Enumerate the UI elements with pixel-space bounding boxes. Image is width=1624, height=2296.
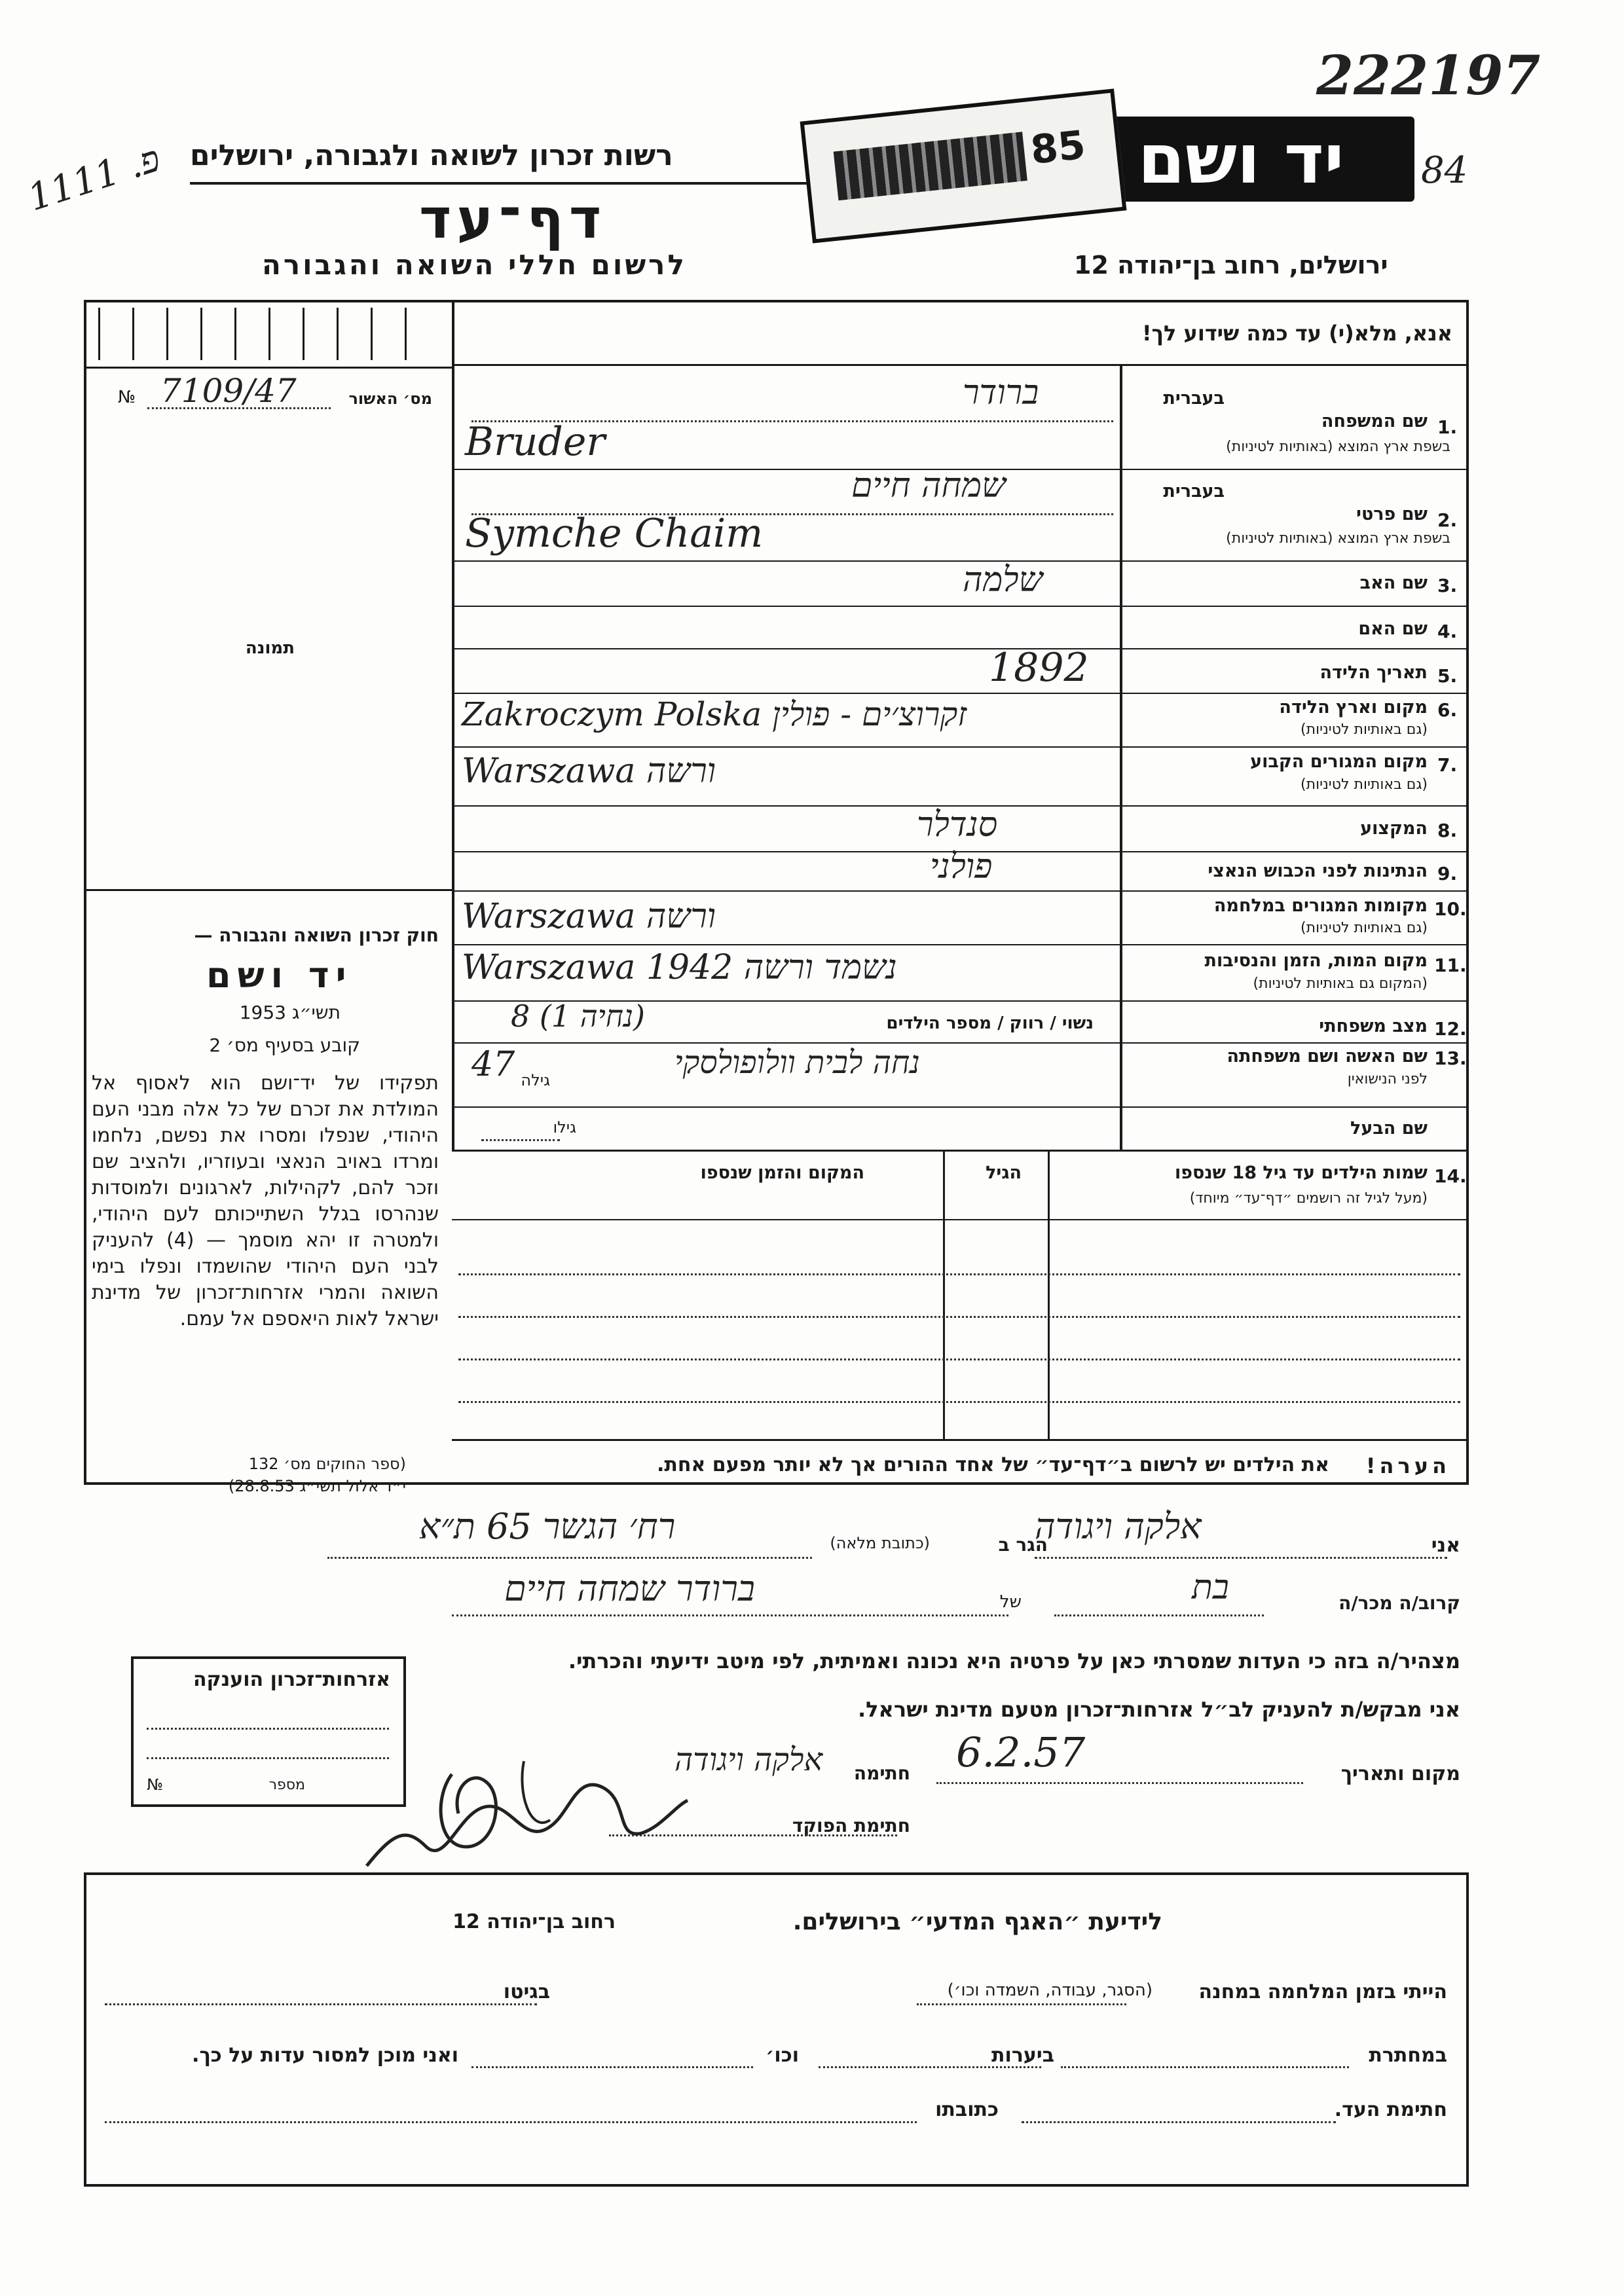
sidebar-law-title: חוק זכרון השואה והגבורה — [194,924,439,946]
bottom-box [84,1872,1469,2187]
sidebar-divider [452,300,454,1151]
husband-label: שם הבעל [1350,1118,1428,1139]
field-1-he-dots [471,420,1113,422]
field-1-num: 1. [1437,416,1458,438]
field-4-num: 4. [1437,621,1458,642]
field-12-label: מצב משפחתי [1319,1016,1428,1036]
sidebar-source: (ספר החוקים מס׳ 132 [248,1455,406,1473]
children-sublabel: (מעל לגיל זה רושמים ״דף־עד״ מיוחד) [1189,1190,1428,1207]
children-num: 14. [1434,1165,1467,1187]
field-1-sublabel: בשפת ארץ המוצא (באותיות לטיניות) [1226,439,1450,455]
bottom-line3-a: חתימת העד. [1334,2098,1447,2121]
relative-label: קרוב/ה מכר/ה [1338,1592,1460,1614]
sidebar-source-date: י״ד אלול תשי״ג 28.8.53) [228,1477,406,1495]
cert-symbol: № [118,388,136,407]
field-2-he-dots [471,513,1113,515]
declarant-address: רח׳ הגשר 65 ת״א [419,1506,676,1547]
archive-stamp [800,88,1127,243]
field-9-value: פולני [930,847,993,886]
bottom-line2-c: וכו׳ [766,2044,799,2067]
relative-name: ברודר שמחה חיים [504,1568,755,1609]
label-divider [1120,364,1122,1150]
form-subtitle: לרשום חללי השואה והגבורה [262,249,687,281]
form-title: דף־עד [419,187,607,251]
bottom-line2-a: במחתרת [1369,2044,1447,2067]
field-11-num: 11. [1434,955,1467,976]
row-sep-12 [452,1042,1469,1044]
field-1-tag: בעברית [1163,388,1225,409]
declarant-name-dots [1035,1557,1447,1559]
row-sep-9 [452,890,1469,892]
field-2-value-latin: Symche Chaim [465,511,764,556]
sidebar-text: תפקידו של יד־ושם הוא לאסוף אל המולדת את זכרם של כל אלה מבני העם היהודי, שנפלו ומסרו את נפשם, נלחמו ומרדו באויב הנאצי ובעוזריו, ולהציב שם וזכר להם, לקהילות, לארגונים ולמוסדות שנהרסו בגלל השתייכותם לעם היהודי, ולמטרה זו יהא מוסמך — (4) להעניק לבני העם היהודי שהושמדו ונפלו בימי השואה והמרי אזרחות־זכרון של מדינת ישראל לאות היאספם אל עמם. [92,1072,439,1330]
sidebar-year: תשי״ג 1953 [239,1002,341,1023]
bottom-line2-dots-3 [471,2066,753,2068]
file-code: 222197 [1316,45,1541,107]
place-date-dots [936,1782,1303,1784]
declarant-name: אלקה ויגודה [1035,1506,1202,1547]
field-13-label: שם האשה ושם משפחתה [1227,1046,1428,1066]
field-2-num: 2. [1437,509,1458,531]
field-11-sublabel: (המקום גם באותיות לטיניות) [1253,975,1428,992]
citizenship-dots-2 [147,1757,389,1759]
citizenship-dots-1 [147,1728,389,1730]
instruction-rule [452,364,1469,366]
field-5-label: תאריך הלידה [1320,663,1428,683]
field-9-label: הנתינות לפני הכבוש הנאצי [1208,861,1428,881]
declarant-i-label: אני [1431,1534,1460,1557]
field-2-value-he: שמחה חיים [851,466,1006,505]
cert-label: מס׳ האשור [348,390,432,408]
row-sep-2 [452,560,1469,562]
bottom-line1-b: (הסגר, עבודה, השמדה וכו׳) [947,1980,1153,2000]
sidebar-logo: יד ושם [206,955,353,996]
field-7-sublabel: (גם באותיות לטיניות) [1301,776,1428,793]
children-row-4 [458,1401,1460,1403]
field-10-value: Warszawa ורשה [462,897,716,936]
field-2-sublabel: בשפת ארץ המוצא (באותיות לטיניות) [1226,530,1450,547]
field-10-label: מקומות המגורים במלחמה [1213,896,1428,916]
field-13-num: 13. [1434,1048,1467,1069]
header-rule [190,182,838,185]
field-1-value-latin: Bruder [465,419,606,465]
field-11-label: מקום המות, הזמן והנסיבות [1204,951,1428,971]
declaration-statement: מצהיר/ה בזה כי העדות שמסרתי כאן על פרטיה היא נכונה ואמיתית, לפי מיטב ידיעתי והכרתי. [568,1649,1460,1673]
field-6-value: Zakroczym Polska זקרוצ׳ים - פולין [462,695,967,733]
bottom-line1-c: בגיטו [503,1980,550,2003]
row-sep-4 [452,648,1469,649]
relation-value: בת [1192,1568,1229,1607]
field-8-value: סנדלר [917,805,998,845]
children-col-age: הגיל [986,1163,1022,1183]
bottom-line3-dots-1 [1022,2121,1336,2123]
children-col-1 [943,1150,945,1439]
children-row-3 [458,1358,1460,1360]
signature-value: אלקה ויגודה [674,1741,823,1778]
field-8-label: המקצוע [1360,818,1428,839]
office-address: ירושלים, רחוב בן־יהודה 12 [1074,251,1388,280]
bottom-line3-dots-2 [105,2121,917,2123]
field-4-label: שם האם [1358,619,1428,639]
field-5-num: 5. [1437,665,1458,687]
stamp-redaction [834,132,1027,200]
field-12-status-value: 8 (1 נחיה) [511,998,645,1034]
corner-mark: פ. 1111 [23,137,166,220]
field-7-num: 7. [1437,754,1458,776]
note-text: את הילדים יש לרשום ב״דף־עד״ של אחד ההורים אך לא יותר מפעם אחת. [657,1453,1329,1476]
children-row-2 [458,1316,1460,1318]
field-6-sublabel: (גם באותיות לטיניות) [1301,721,1428,738]
bottom-line1-a: הייתי בזמן המלחמה במחנה [1198,1980,1447,2003]
declaration-request: אני מבקש/ת להעניק לב״ל אזרחות־זכרון מטעם מדינת ישראל. [858,1697,1460,1722]
field-6-num: 6. [1437,699,1458,721]
sidebar-clause: קובע בסעיף מס׳ 2 [209,1034,360,1056]
tick-cells [98,308,439,360]
field-7-label: מקום המגורים הקבוע [1250,752,1428,772]
field-3-value: שלמה [963,560,1043,600]
field-10-num: 10. [1434,898,1467,920]
declarant-full-addr: (כתובת מלאה) [830,1534,930,1552]
bottom-heading: לידיעת ״האגף המדעי״ בירושלים. [792,1908,1162,1935]
note-label: הערה! [1365,1453,1450,1478]
place-date-value: 6.2.57 [956,1728,1086,1776]
sidebar-top-rule [84,367,452,369]
citizenship-number-label: מספר [268,1777,305,1793]
field-3-label: שם האב [1359,573,1428,593]
children-col-place: המקום והזמן שנספו [700,1163,864,1183]
field-2-label: שם פרטי [1356,504,1428,524]
children-col-2 [1048,1150,1050,1439]
field-12-num: 12. [1434,1018,1467,1040]
field-12-status-text: נשוי / רווק / מספר הילדים [886,1013,1094,1033]
field-7-value: Warszawa ורשה [462,752,716,791]
husband-age-label: גילו [553,1118,576,1137]
field-2-tag: בעברית [1163,481,1225,501]
bottom-line1-dots-1 [917,2003,1126,2005]
field-11-value: Warszawa נשמד ורשה 1942 [462,948,897,987]
relative-of-label: של [999,1592,1022,1612]
field-1-value-he: ברודר [963,373,1039,412]
bottom-line3-b: כתובתו [935,2098,999,2121]
declarant-resides: הגר ב [998,1534,1048,1556]
photo-bottom-rule [84,889,452,891]
signature-label: חתימה [853,1762,910,1784]
bottom-line2-dots-1 [1061,2066,1349,2068]
row-sep-3 [452,606,1469,607]
husband-age-dots [481,1139,560,1141]
field-13-value: נחה לבית וולופולסקי [674,1044,920,1081]
bottom-line2-d: ואני מוכן למסור עדות על כך. [192,2044,458,2067]
relation-dots [1054,1614,1264,1616]
field-13-age-label: גילה [521,1071,550,1089]
row-sep-6 [452,746,1469,748]
relative-name-dots [452,1614,1008,1616]
logo-text: יד ושם [1137,119,1344,199]
place-date-label: מקום ותאריך [1340,1762,1460,1785]
field-10-sublabel: (גם באותיות לטיניות) [1301,920,1428,936]
row-sep-14 [452,1150,1469,1152]
bottom-line2-b: ביערות [991,2044,1054,2067]
field-8-num: 8. [1437,820,1458,841]
cert-value: 7109/47 [160,372,297,410]
citizenship-title: אזרחות־זכרון הוענקה [193,1668,390,1691]
officer-label: חתימת הפוקד [792,1815,910,1836]
row-sep-10 [452,944,1469,945]
field-3-num: 3. [1437,575,1458,596]
field-13-age-value: 47 [471,1045,515,1084]
cert-dots [147,407,331,409]
authority-name: רשות זכרון לשואה ולגבורה, ירושלים [190,139,673,172]
row-sep-13 [452,1106,1469,1108]
field-9-num: 9. [1437,863,1458,884]
page-number: 84 [1421,149,1468,192]
children-label: שמות הילדים עד גיל 18 שנספו [1174,1163,1428,1183]
form-instruction: אנא, מלא(י) עד כמה שידוע לך! [1141,321,1452,346]
field-6-label: מקום וארץ הלידה [1279,697,1428,718]
field-13-sublabel: לפני הנישואין [1347,1071,1428,1087]
field-5-value: 1892 [989,645,1089,691]
bottom-address: רחוב בן־יהודה 12 [452,1910,616,1933]
declarant-address-dots [327,1557,812,1559]
note-top-rule [452,1439,1469,1441]
row-sep-5 [452,693,1469,694]
photo-label: תמונה [245,638,295,658]
children-header-rule [452,1219,1469,1220]
citizenship-box [131,1656,406,1807]
citizenship-number-symbol: № [147,1776,163,1794]
bottom-line2-dots-2 [819,2066,1041,2068]
bottom-line1-dots-2 [105,2003,537,2005]
children-row-1 [458,1273,1460,1275]
stamp-number: 85 [1028,122,1088,173]
field-1-label: שם המשפחה [1321,411,1428,431]
